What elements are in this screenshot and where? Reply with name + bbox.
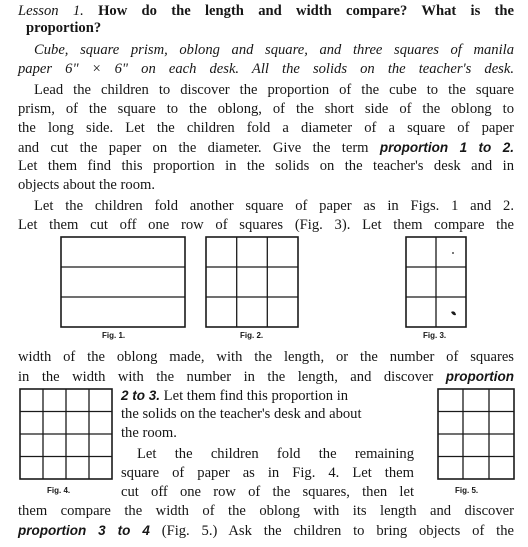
lesson-question: How do the length and width compare? What is the	[98, 3, 514, 19]
term-proportion-1-2: proportion 1 to 2.	[379, 140, 515, 155]
figure-2-caption: Fig. 2.	[240, 331, 264, 340]
term-proportion: proportion	[445, 369, 515, 384]
para1-line-4: and cut the paper on the diameter. Give the term proportion 1 to 2.	[18, 140, 515, 156]
figure-1	[60, 236, 186, 328]
para1-line-6: objects about the room.	[18, 177, 155, 193]
materials-line-1: Cube, square prism, oblong and square, and three squares of manila	[34, 42, 514, 58]
figure-2	[205, 236, 299, 328]
para4-wrap-3: cut off one row of the squares, then let	[121, 484, 414, 500]
para3-line-2: in the width with the number in the length, and discover proportion	[18, 369, 515, 385]
figure-1-drawing	[60, 236, 186, 328]
para3-wrap-2: the solids on the teacher's desk and about	[121, 406, 362, 422]
figure-2-drawing	[205, 236, 299, 328]
para1-line-5: Let them find this proportion in the solids on the teacher's desk and in	[18, 158, 514, 174]
figure-4-caption: Fig. 4.	[47, 486, 71, 495]
figure-4-drawing	[19, 388, 113, 480]
para3-wrap-1: 2 to 3. Let them find this proportion in	[121, 388, 349, 404]
figure-5-drawing	[437, 388, 515, 480]
term-2-to-3: 2 to 3.	[121, 388, 161, 403]
figure-1-caption: Fig. 1.	[102, 331, 126, 340]
para1-line-3: the long side. Let the children fold a diameter of a square of paper	[18, 120, 514, 136]
figure-5-caption: Fig. 5.	[455, 486, 479, 495]
term-proportion-3-4: proportion 3 to 4	[18, 523, 150, 538]
para4-line-4: them compare the width of the oblong with its length and discover	[18, 503, 514, 519]
para1-line-2: prism, of the square to the oblong, of the short side of the oblong to	[18, 101, 514, 117]
para2-line-1: Let the children fold another square of paper as in Figs. 1 and 2.	[34, 198, 514, 214]
para4-line-5: proportion 3 to 4 (Fig. 5.) Ask the children to bring objects of the	[18, 523, 514, 539]
para1-line-1: Lead the children to discover the proportion of the cube to the square	[34, 82, 514, 98]
figure-3	[405, 236, 467, 328]
figure-3-drawing	[405, 236, 467, 328]
materials-line-2: paper 6" × 6" on each desk. All the solids on the teacher's desk.	[18, 61, 514, 77]
lesson-heading-cont: proportion?	[26, 20, 102, 36]
para3-line-1: width of the oblong made, with the length, or the number of squares	[18, 349, 514, 365]
para4-wrap-1: Let the children fold the remaining	[137, 446, 414, 462]
figure-4	[19, 388, 113, 480]
para2-line-2: Let them cut off one row of squares (Fig. 3). Let them compare the	[18, 217, 514, 233]
para4-wrap-2: square of paper as in Fig. 4. Let them	[121, 465, 414, 481]
lesson-label: Lesson 1.	[18, 3, 84, 19]
figure-5	[437, 388, 515, 480]
para3-wrap-3: the room.	[121, 425, 177, 441]
figure-3-caption: Fig. 3.	[423, 331, 447, 340]
